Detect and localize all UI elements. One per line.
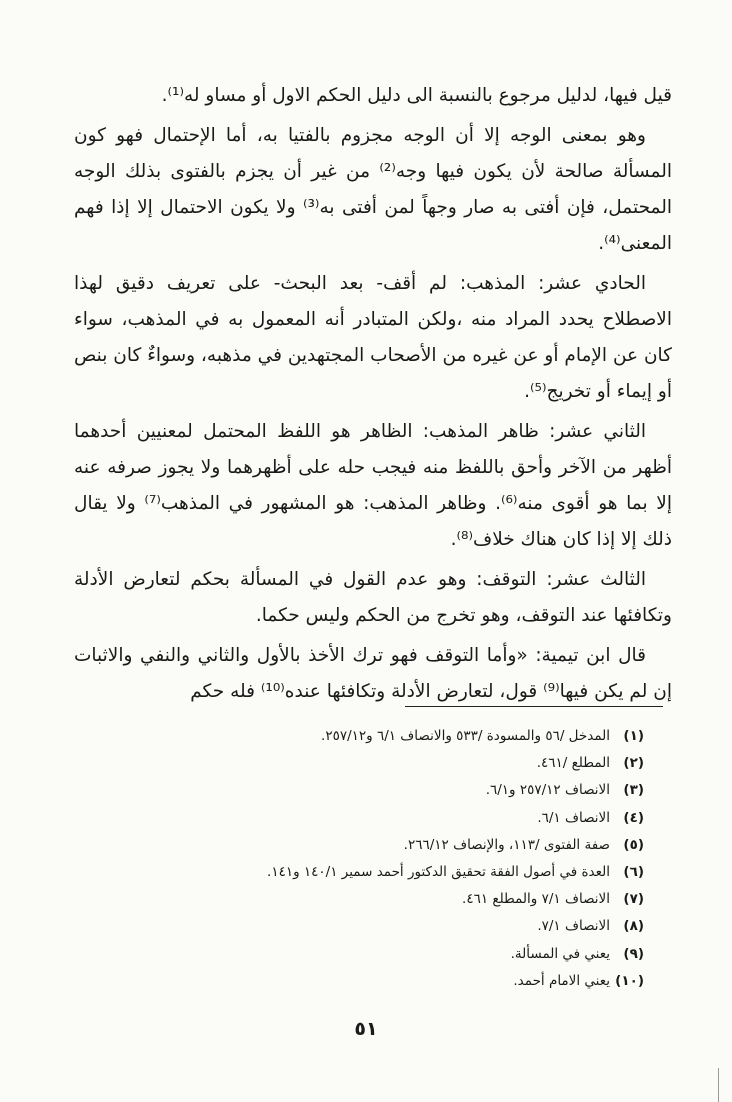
paragraph: الثاني عشر: ظاهر المذهب: الظاهر هو اللفظ المحتمل لمعنيين أحدهما أظهر من الآخر وأحق باللفظ منه فيجب حله على أظهرهما ولا يجوز صرفه عنه إلا بما هو أقوى منه⁽⁶⁾. وظاهر المذهب: هو المشهور في المذهب⁽⁷⁾ ولا يقال ذلك إلا إذا كان هناك خلاف⁽⁸⁾.: [74, 421, 672, 550]
footnotes: [84, 723, 644, 995]
footnote: [84, 750, 644, 777]
footnote-text: يعني الامام أحمد.: [513, 972, 610, 989]
footnote: [84, 886, 644, 913]
footnote-number: (٢): [623, 755, 644, 772]
footnote-text: الانصاف ٢٥٧/١٢ و٦/١.: [485, 782, 610, 799]
footnote-text: الانصاف ٧/١ والمطلع ٤٦١.: [462, 891, 610, 908]
footnote: [84, 859, 644, 886]
footnote-text: الانصاف ٦/١.: [537, 809, 610, 826]
footnote-text: المطلع /٤٦١.: [536, 755, 610, 772]
paragraph: الثالث عشر: التوقف: وهو عدم القول في المسألة بحكم لتعارض الأدلة وتكافئها عند التوقف، وهو تخرج من الحكم وليس حكما.: [74, 569, 672, 626]
footnote: [84, 941, 644, 968]
footnote: [84, 723, 644, 750]
body-text: [74, 78, 672, 714]
footnote: [84, 913, 644, 940]
scan-edge-line: [718, 1068, 719, 1102]
footnote-number: (٥): [623, 836, 644, 853]
footnote-separator: [405, 706, 663, 707]
footnote: [84, 832, 644, 859]
footnote-number: (١): [623, 728, 644, 744]
footnote-number: (١٠): [615, 972, 644, 989]
paragraph: قيل فيها، لدليل مرجوع بالنسبة الى دليل الحكم الاول أو مساو له⁽¹⁾.: [161, 85, 672, 106]
footnote-number: (٩): [623, 945, 644, 962]
footnote-text: العدة في أصول الفقة تحقيق الدكتور أحمد سمير ١٤٠/١ و١٤١.: [267, 864, 610, 881]
paragraph: وهو بمعنى الوجه إلا أن الوجه مجزوم بالفتيا به، أما الإحتمال فهو كون المسألة صالحة لأن يكون فيها وجه⁽²⁾ من غير أن يجزم بالفتوى بذلك الوجه المحتمل، فإن أفتى به صار وجهاً لمن أفتى به⁽³⁾ ولا يكون الاحتمال إلا إذا فهم المعنى⁽⁴⁾.: [74, 125, 673, 254]
footnote-number: (٨): [623, 918, 644, 935]
footnote: [84, 777, 644, 804]
footnote-text: يعني في المسألة.: [510, 945, 610, 962]
paragraph: الحادي عشر: المذهب: لم أقف- بعد البحث- على تعريف دقيق لهذا الاصطلاح يحدد المراد منه ،ولكن المتبادر أنه المعمول به في المذهب، سواء كان عن الإمام أو عن غيره من الأصحاب المجتهدين في مذهبه، وسواءٌ كان بنص أو إيماء أو تخريج⁽⁵⁾.: [74, 273, 672, 402]
footnote-number: (٦): [623, 864, 644, 881]
paragraph: قال ابن تيمية: «وأما التوقف فهو ترك الأخذ بالأول والثاني والنفي والاثبات إن لم يكن فيها⁽⁹⁾ قول، لتعارض الأدلة وتكافئها عنده⁽¹⁰⁾ فله حكم: [74, 645, 672, 702]
footnote-text: صفة الفتوى /١١٣، والإنصاف ٢٦٦/١٢.: [403, 836, 610, 853]
footnote: [84, 805, 644, 832]
footnote-number: (٧): [623, 891, 644, 908]
footnote-number: (٣): [623, 782, 644, 799]
page-number: ٥١: [354, 1018, 378, 1040]
footnote-text: الانصاف ٧/١.: [537, 918, 610, 935]
footnote-number: (٤): [623, 809, 644, 826]
footnote: [84, 968, 644, 995]
footnote-text: المدخل /٥٦ والمسودة /٥٣٣ والانصاف ٦/١ و٢٥٧/١٢.: [321, 728, 610, 744]
